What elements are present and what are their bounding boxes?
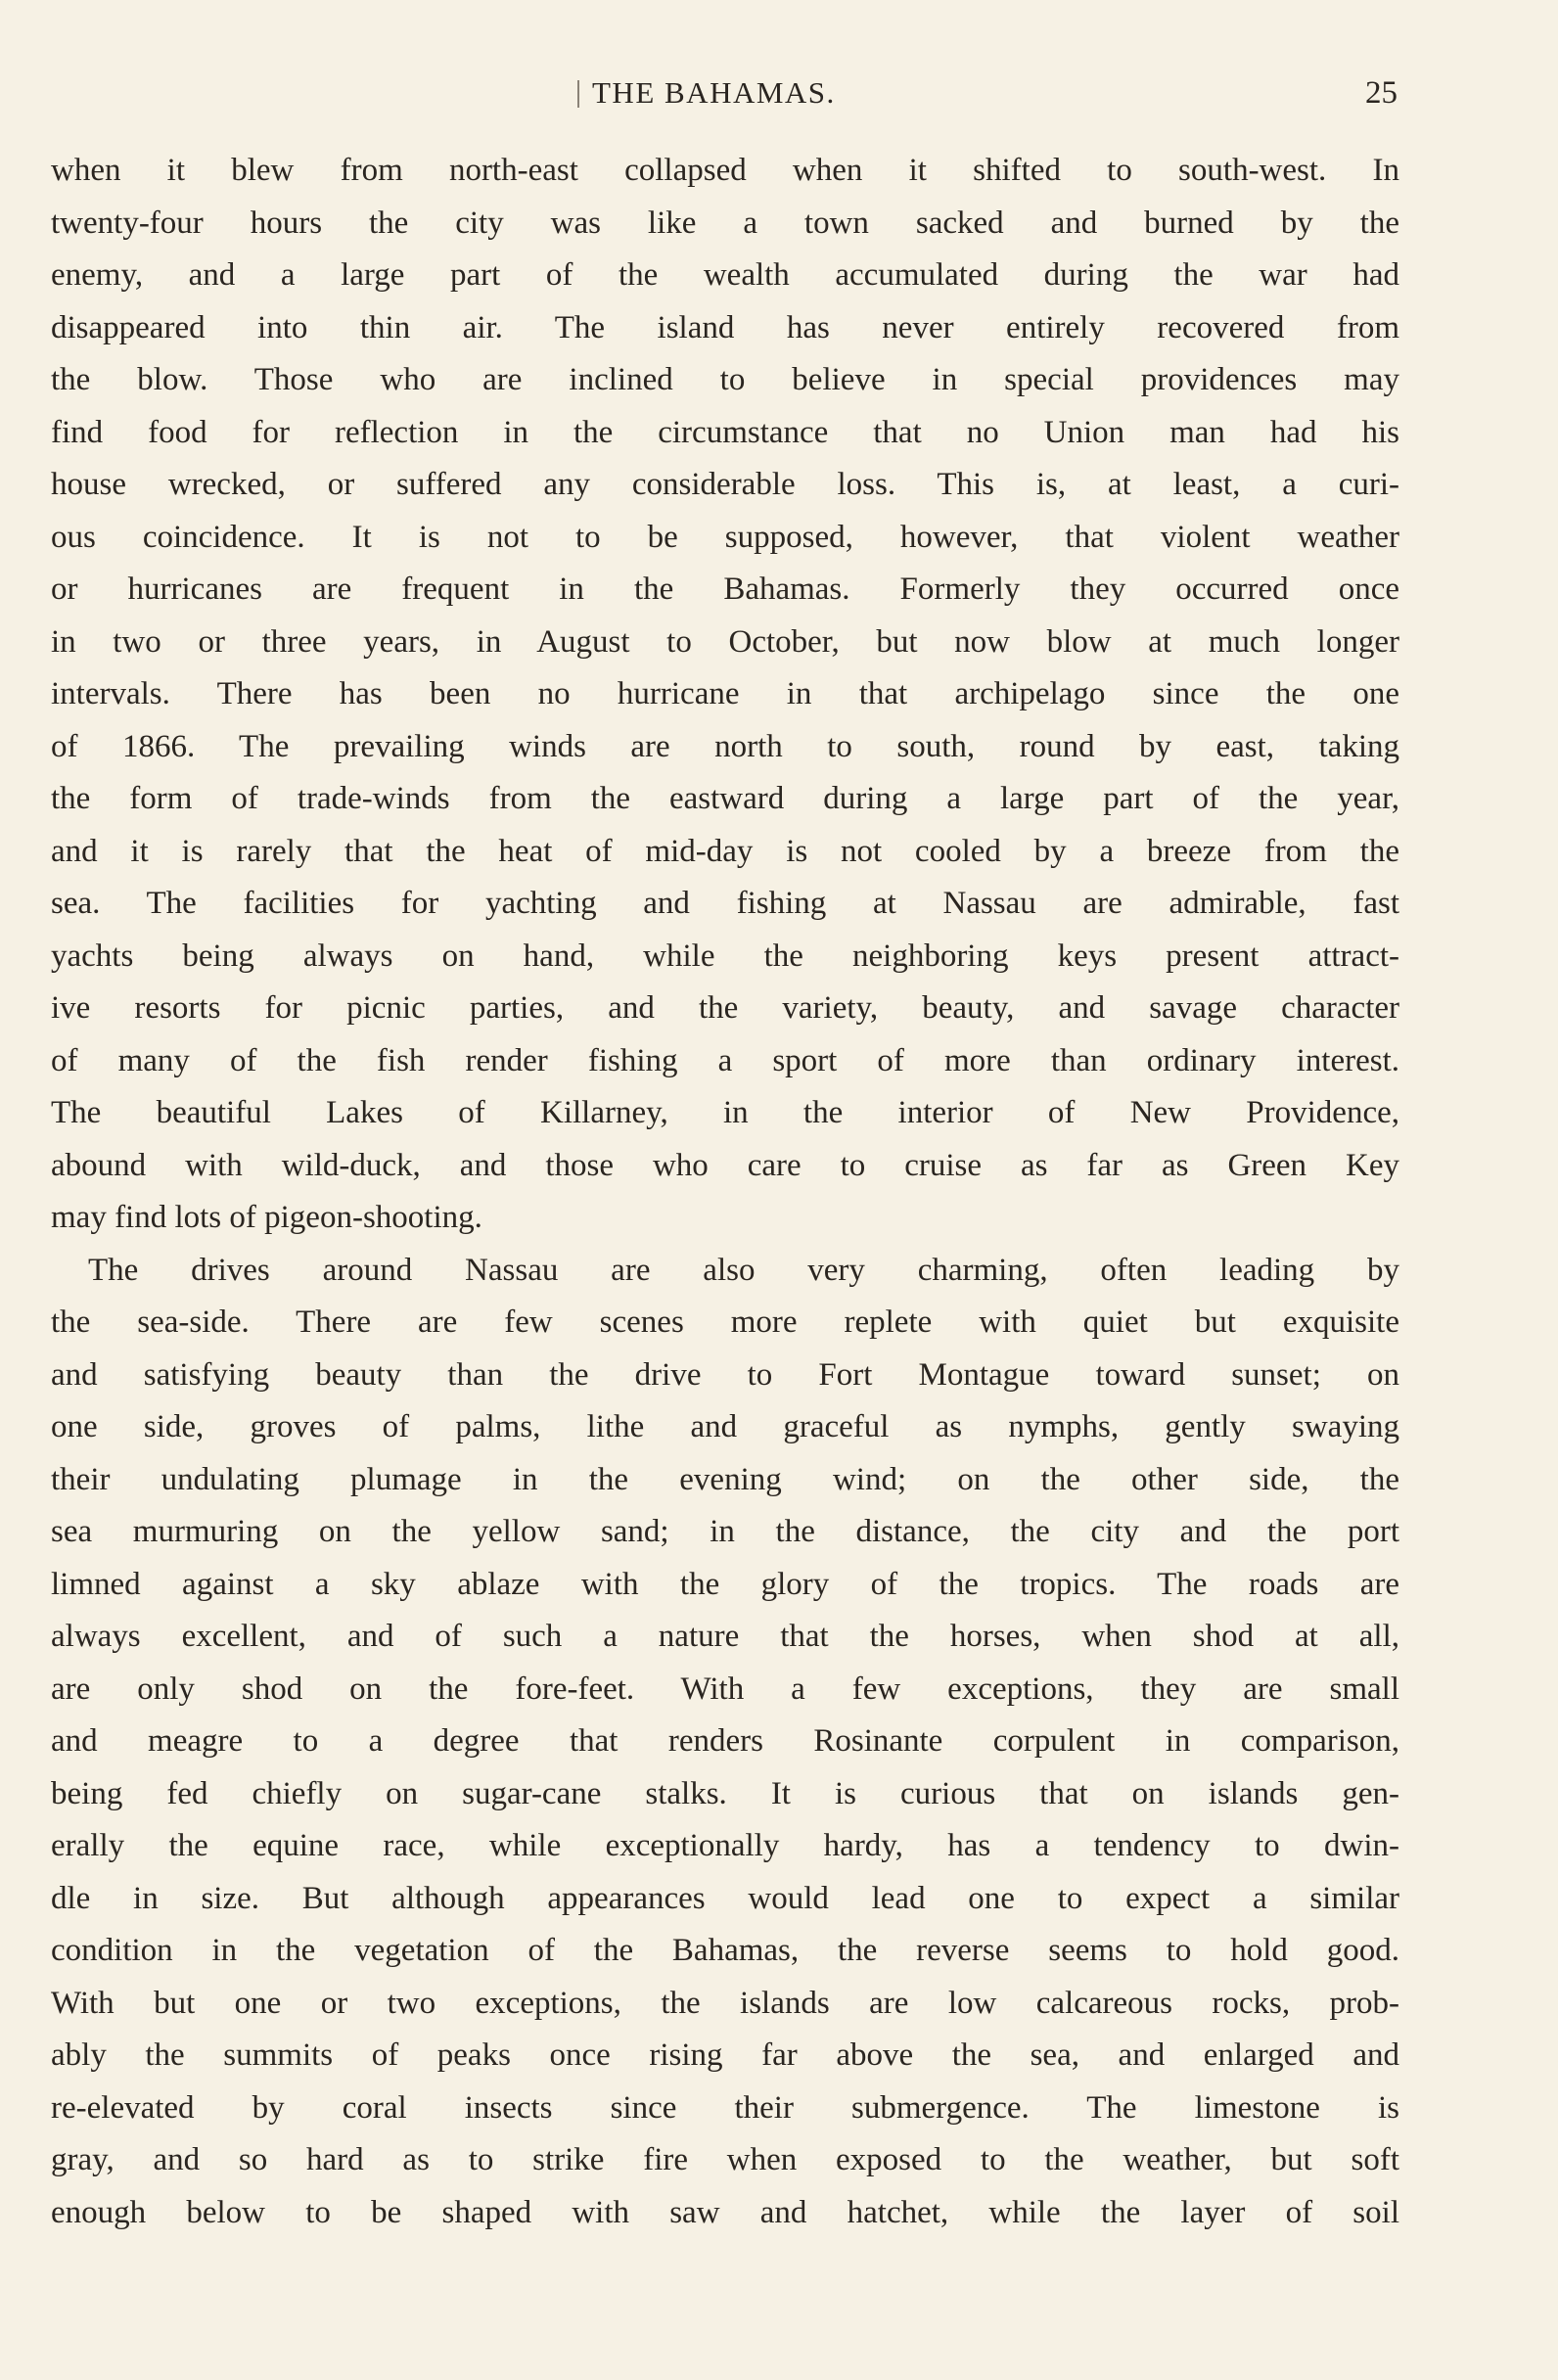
text-line: enough below to be shaped with saw and hatchet, while the layer of soil	[51, 2194, 1399, 2230]
text-line: and meagre to a degree that renders Rosinante corpulent in comparison,	[51, 1723, 1399, 1759]
text-line: sea murmuring on the yellow sand; in the distance, the city and the port	[51, 1514, 1399, 1549]
running-head	[0, 69, 1558, 117]
text-line: disappeared into thin air. The island has never entirely recovered from	[51, 309, 1399, 345]
text-line: of 1866. The prevailing winds are north to south, round by east, taking	[51, 728, 1399, 764]
text-line: The beautiful Lakes of Killarney, in the interior of New Providence,	[51, 1095, 1399, 1130]
text-line: abound with wild-duck, and those who care to cruise as far as Green Key	[51, 1147, 1399, 1183]
paragraph-end-line: may find lots of pigeon-shooting.	[51, 1200, 482, 1235]
text-line: ably the summits of peaks once rising far above the sea, and enlarged and	[51, 2037, 1399, 2073]
text-line: With but one or two exceptions, the islands are low calcareous rocks, prob-	[51, 1985, 1399, 2021]
text-line: the blow. Those who are inclined to believe in special providences may	[51, 362, 1399, 397]
page-number: 25	[1365, 75, 1398, 111]
text-line: the sea-side. There are few scenes more replete with quiet but exquisite	[51, 1304, 1399, 1340]
text-line: the form of trade-winds from the eastward during a large part of the year,	[51, 781, 1399, 816]
text-line: in two or three years, in August to October, but now blow at much longer	[51, 623, 1399, 660]
paragraph-start-line: The drives around Nassau are also very charming, often leading by	[88, 1252, 1399, 1288]
text-line: condition in the vegetation of the Bahamas, the reverse seems to hold good.	[51, 1933, 1399, 1968]
text-line: house wrecked, or suffered any considerable loss. This is, at least, a curi-	[51, 467, 1399, 502]
text-line: erally the equine race, while exceptionally hardy, has a tendency to dwin-	[51, 1828, 1399, 1863]
text-line: when it blew from north-east collapsed when it shifted to south-west. In	[51, 153, 1399, 188]
text-line: sea. The facilities for yachting and fishing at Nassau are admirable, fast	[51, 886, 1399, 921]
text-line: or hurricanes are frequent in the Bahamas. Formerly they occurred once	[51, 572, 1399, 607]
text-line: being fed chiefly on sugar-cane stalks. It is curious that on islands gen-	[51, 1775, 1399, 1811]
text-line: ous coincidence. It is not to be supposed, however, that violent weather	[51, 519, 1399, 555]
text-line: limned against a sky ablaze with the glory of the tropics. The roads are	[51, 1566, 1399, 1602]
running-title: THE BAHAMAS.	[592, 75, 836, 110]
header-divider	[577, 80, 579, 108]
text-line: re-elevated by coral insects since their submergence. The limestone is	[51, 2089, 1399, 2126]
text-line: find food for reflection in the circumstance that no Union man had his	[51, 414, 1399, 450]
body-text	[51, 145, 1399, 2239]
text-line: dle in size. But although appearances would lead one to expect a similar	[51, 1880, 1399, 1916]
text-line: always excellent, and of such a nature that the horses, when shod at all,	[51, 1619, 1399, 1654]
text-line: and satisfying beauty than the drive to Fort Montague toward sunset; on	[51, 1356, 1399, 1393]
text-line: yachts being always on hand, while the neighboring keys present attract-	[51, 938, 1399, 974]
text-line: are only shod on the fore-feet. With a few exceptions, they are small	[51, 1671, 1399, 1707]
text-line: enemy, and a large part of the wealth accumulated during the war had	[51, 257, 1399, 293]
text-line: intervals. There has been no hurricane in that archipelago since the one	[51, 676, 1399, 711]
text-line: gray, and so hard as to strike fire when exposed to the weather, but soft	[51, 2142, 1399, 2177]
text-line: ive resorts for picnic parties, and the variety, beauty, and savage character	[51, 990, 1399, 1026]
text-line: of many of the fish render fishing a sport of more than ordinary interest.	[51, 1042, 1399, 1078]
text-line: and it is rarely that the heat of mid-day is not cooled by a breeze from the	[51, 833, 1399, 869]
text-line: one side, groves of palms, lithe and graceful as nymphs, gently swaying	[51, 1409, 1399, 1444]
text-line: twenty-four hours the city was like a town sacked and burned by the	[51, 205, 1399, 241]
text-line: their undulating plumage in the evening wind; on the other side, the	[51, 1461, 1399, 1497]
